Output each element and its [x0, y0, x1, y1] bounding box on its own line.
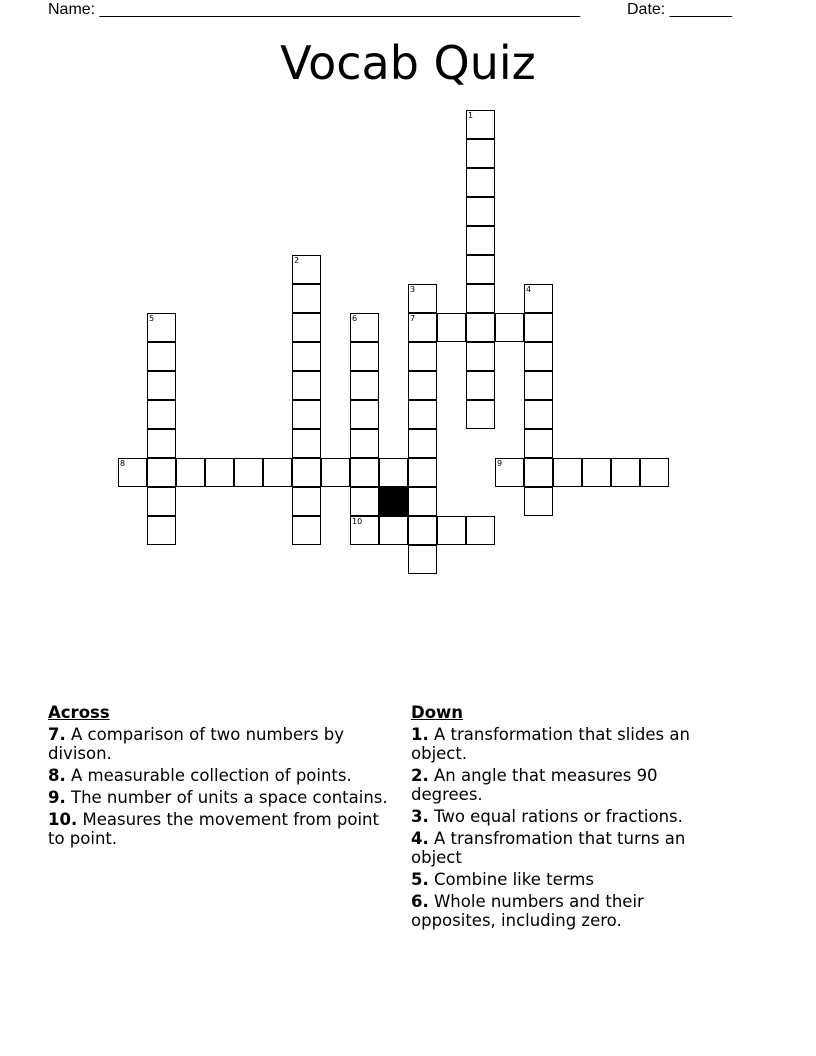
- grid-cell[interactable]: [350, 458, 379, 487]
- down-clues: [411, 703, 731, 933]
- grid-cell[interactable]: [350, 487, 379, 516]
- clue-down-4: 4. A transfromation that turns an object: [411, 829, 686, 867]
- grid-cell[interactable]: [524, 284, 553, 313]
- grid-cell[interactable]: [292, 458, 321, 487]
- grid-cell[interactable]: [350, 313, 379, 342]
- grid-cell[interactable]: [466, 139, 495, 168]
- grid-cell[interactable]: [292, 487, 321, 516]
- grid-cell[interactable]: [466, 110, 495, 139]
- grid-cell[interactable]: [524, 429, 553, 458]
- grid-cell[interactable]: [408, 284, 437, 313]
- grid-cell[interactable]: [466, 371, 495, 400]
- grid-cell[interactable]: [582, 458, 611, 487]
- grid-cell[interactable]: [350, 371, 379, 400]
- clue-across-9: 9. The number of units a space contains.: [48, 788, 388, 807]
- grid-cell[interactable]: [350, 516, 379, 545]
- grid-cell[interactable]: [524, 458, 553, 487]
- cell-number: 5: [149, 314, 155, 323]
- grid-cell[interactable]: [292, 284, 321, 313]
- grid-cell[interactable]: [466, 226, 495, 255]
- grid-cell[interactable]: [350, 429, 379, 458]
- grid-cell[interactable]: [466, 284, 495, 313]
- down-heading: Down: [411, 703, 464, 722]
- name-field[interactable]: Name: ______________________________________________________: [48, 1, 581, 18]
- grid-cell[interactable]: [524, 487, 553, 516]
- blocked-cell: [379, 487, 408, 516]
- grid-cell[interactable]: [147, 371, 176, 400]
- grid-cell[interactable]: [147, 516, 176, 545]
- cell-number: 2: [294, 256, 300, 265]
- grid-cell[interactable]: [408, 371, 437, 400]
- across-clues: [48, 703, 388, 851]
- clue-across-8: 8. A measurable collection of points.: [48, 766, 352, 785]
- grid-cell[interactable]: [118, 458, 147, 487]
- grid-cell[interactable]: [147, 458, 176, 487]
- grid-cell[interactable]: [292, 255, 321, 284]
- grid-cell[interactable]: [408, 516, 437, 545]
- grid-cell[interactable]: [292, 313, 321, 342]
- grid-cell[interactable]: [408, 429, 437, 458]
- grid-cell[interactable]: [408, 400, 437, 429]
- grid-cell[interactable]: [466, 516, 495, 545]
- clue-down-2: 2. An angle that measures 90 degrees.: [411, 766, 658, 804]
- grid-cell[interactable]: [408, 342, 437, 371]
- grid-cell[interactable]: [524, 400, 553, 429]
- grid-cell[interactable]: [495, 313, 524, 342]
- grid-cell[interactable]: [408, 487, 437, 516]
- grid-cell[interactable]: [466, 342, 495, 371]
- grid-cell[interactable]: [640, 458, 669, 487]
- grid-cell[interactable]: [437, 313, 466, 342]
- grid-cell[interactable]: [350, 342, 379, 371]
- cell-number: 9: [497, 459, 503, 468]
- grid-cell[interactable]: [466, 197, 495, 226]
- grid-cell[interactable]: [524, 342, 553, 371]
- grid-cell[interactable]: [379, 458, 408, 487]
- cell-number: 3: [410, 285, 416, 294]
- grid-cell[interactable]: [147, 487, 176, 516]
- grid-cell[interactable]: [292, 516, 321, 545]
- cell-number: 6: [352, 314, 358, 323]
- grid-cell[interactable]: [524, 371, 553, 400]
- clue-down-6: 6. Whole numbers and their opposites, including zero.: [411, 892, 644, 930]
- grid-cell[interactable]: [437, 516, 466, 545]
- grid-cell[interactable]: [466, 255, 495, 284]
- grid-cell[interactable]: [524, 313, 553, 342]
- cell-number: 7: [410, 314, 416, 323]
- date-field[interactable]: Date: _______: [627, 1, 732, 18]
- grid-cell[interactable]: [466, 168, 495, 197]
- cell-number: 8: [120, 459, 126, 468]
- grid-cell[interactable]: [234, 458, 263, 487]
- grid-cell[interactable]: [292, 400, 321, 429]
- cell-number: 4: [526, 285, 532, 294]
- grid-cell[interactable]: [408, 313, 437, 342]
- grid-cell[interactable]: [292, 371, 321, 400]
- page-title: Vocab Quiz: [280, 36, 536, 90]
- clue-across-10: 10. Measures the movement from point to point.: [48, 810, 379, 848]
- grid-cell[interactable]: [408, 545, 437, 574]
- grid-cell[interactable]: [495, 458, 524, 487]
- grid-cell[interactable]: [553, 458, 582, 487]
- grid-cell[interactable]: [350, 400, 379, 429]
- clue-across-7: 7. A comparison of two numbers by divison.: [48, 725, 345, 763]
- grid-cell[interactable]: [176, 458, 205, 487]
- clue-down-1: 1. A transformation that slides an object.: [411, 725, 690, 763]
- grid-cell[interactable]: [263, 458, 292, 487]
- grid-cell[interactable]: [205, 458, 234, 487]
- grid-cell[interactable]: [379, 516, 408, 545]
- grid-cell[interactable]: [408, 458, 437, 487]
- grid-cell[interactable]: [292, 429, 321, 458]
- grid-cell[interactable]: [147, 400, 176, 429]
- grid-cell[interactable]: [466, 313, 495, 342]
- grid-cell[interactable]: [147, 342, 176, 371]
- grid-cell[interactable]: [321, 458, 350, 487]
- across-heading: Across: [48, 703, 110, 722]
- cell-number: 1: [468, 111, 474, 120]
- grid-cell[interactable]: [611, 458, 640, 487]
- grid-cell[interactable]: [292, 342, 321, 371]
- clue-down-3: 3. Two equal rations or fractions.: [411, 807, 683, 826]
- cell-number: 10: [352, 517, 363, 526]
- clue-down-5: 5. Combine like terms: [411, 870, 594, 889]
- grid-cell[interactable]: [147, 313, 176, 342]
- grid-cell[interactable]: [466, 400, 495, 429]
- grid-cell[interactable]: [147, 429, 176, 458]
